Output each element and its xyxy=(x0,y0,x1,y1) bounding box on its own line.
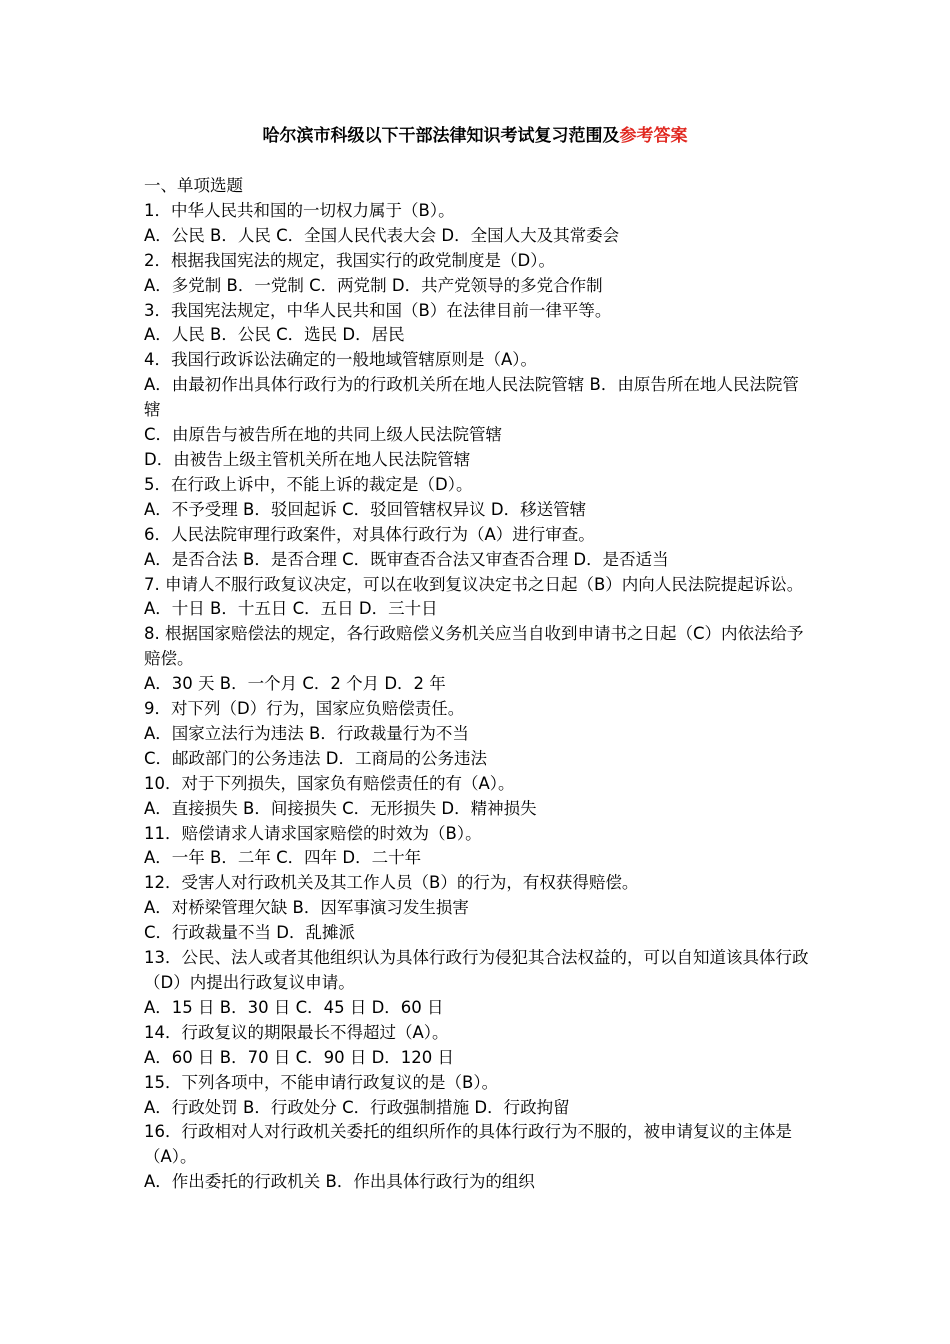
options-9c: C．邮政部门的公务违法 D．工商局的公务违法 xyxy=(144,748,487,768)
options-11: A．一年 B．二年 C．四年 D．二十年 xyxy=(144,848,422,868)
question-3: 3．我国宪法规定，中华人民共和国（B）在法律目前一律平等。 xyxy=(144,300,612,320)
options-8: A．30 天 B．一个月 C．2 个月 D．2 年 xyxy=(144,674,446,694)
section-heading: 一、单项选题 xyxy=(144,176,243,195)
options-1: A．公民 B．人民 C．全国人民代表大会 D．全国人大及其常委会 xyxy=(144,225,620,245)
question-14: 14．行政复议的期限最长不得超过（A）。 xyxy=(144,1022,449,1042)
question-5: 5．在行政上诉中，不能上诉的裁定是（D）。 xyxy=(144,474,473,494)
question-2: 2．根据我国宪法的规定，我国实行的政党制度是（D）。 xyxy=(144,250,555,270)
question-9: 9．对下列（D）行为，国家应负赔偿责任。 xyxy=(144,699,465,719)
question-7: 7. 申请人不服行政复议决定，可以在收到复议决定书之日起（B）内向人民法院提起诉讼。 xyxy=(144,574,804,594)
options-12c: C．行政裁量不当 D．乱摊派 xyxy=(144,923,355,943)
question-8: 8. 根据国家赔偿法的规定，各行政赔偿义务机关应当自收到申请书之日起（C）内依法给予赔偿。 xyxy=(144,624,804,669)
question-12: 12．受害人对行政机关及其工作人员（B）的行为，有权获得赔偿。 xyxy=(144,873,639,893)
options-4d: D．由被告上级主管机关所在地人民法院管辖 xyxy=(144,449,471,469)
options-14: A．60 日 B．70 日 C．90 日 D．120 日 xyxy=(144,1047,455,1067)
question-13: 13．公民、法人或者其他组织认为具体行政行为侵犯其合法权益的，可以自知道该具体行政（D）内提出行政复议申请。 xyxy=(144,948,809,992)
options-12a: A．对桥梁管理欠缺 B．因军事演习发生损害 xyxy=(144,898,469,918)
options-5: A．不予受理 B．驳回起诉 C．驳回管辖权异议 D．移送管辖 xyxy=(144,499,587,519)
title-text: 哈尔滨市科级以下干部法律知识考试复习范围及 xyxy=(262,126,620,146)
document-title xyxy=(0,123,950,149)
title-highlight: 参考答案 xyxy=(619,126,688,146)
options-13: A．15 日 B．30 日 C．45 日 D．60 日 xyxy=(144,997,444,1017)
options-9a: A．国家立法行为违法 B．行政裁量行为不当 xyxy=(144,723,469,743)
question-1: 1．中华人民共和国的一切权力属于（B）。 xyxy=(144,200,455,220)
question-10: 10．对于下列损失，国家负有赔偿责任的有（A）。 xyxy=(144,773,515,793)
options-4c: C．由原告与被告所在地的共同上级人民法院管辖 xyxy=(144,425,503,445)
options-2: A．多党制 B．一党制 C．两党制 D．共产党领导的多党合作制 xyxy=(144,275,603,295)
options-7: A．十日 B．十五日 C．五日 D．三十日 xyxy=(144,599,438,619)
options-3: A．人民 B．公民 C．选民 D．居民 xyxy=(144,325,405,345)
question-11: 11．赔偿请求人请求国家赔偿的时效为（B）。 xyxy=(144,823,482,843)
question-4: 4．我国行政诉讼法确定的一般地域管辖原则是（A）。 xyxy=(144,350,538,370)
document-body xyxy=(144,174,810,1195)
options-10: A．直接损失 B．间接损失 C．无形损失 D．精神损失 xyxy=(144,798,537,818)
options-16: A．作出委托的行政机关 B．作出具体行政行为的组织 xyxy=(144,1172,535,1192)
question-6: 6．人民法院审理行政案件，对具体行政行为（A）进行审查。 xyxy=(144,524,595,544)
question-15: 15．下列各项中，不能申请行政复议的是（B）。 xyxy=(144,1072,499,1092)
options-15: A．行政处罚 B．行政处分 C．行政强制措施 D．行政拘留 xyxy=(144,1097,570,1117)
options-6: A．是否合法 B．是否合理 C．既审查否合法又审查否合理 D．是否适当 xyxy=(144,549,669,569)
options-4a: A．由最初作出具体行政行为的行政机关所在地人民法院管辖 B．由原告所在地人民法院管辖 xyxy=(144,375,799,420)
question-16: 16．行政相对人对行政机关委托的组织所作的具体行政行为不服的，被申请复议的主体是（A）。 xyxy=(144,1122,792,1167)
